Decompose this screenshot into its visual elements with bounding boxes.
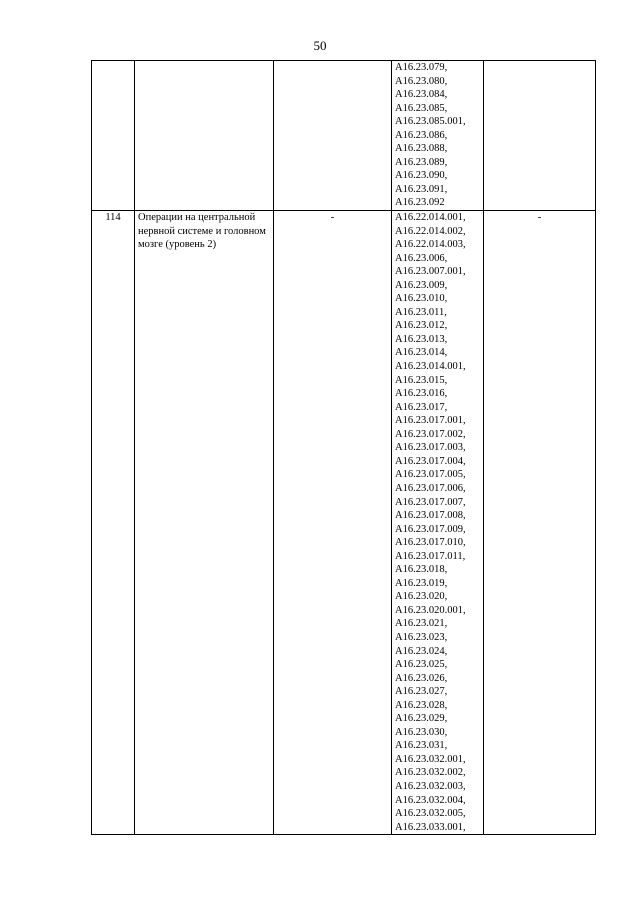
service-code: A16.23.019, <box>395 577 448 589</box>
service-code: A16.23.033.001, <box>395 821 466 833</box>
service-code: A16.23.016, <box>395 388 448 400</box>
column-3-cell <box>274 61 392 211</box>
service-code: A16.23.020.001, <box>395 604 466 616</box>
service-code: A16.23.086, <box>395 129 448 141</box>
service-code: A16.23.017.009, <box>395 523 466 535</box>
service-code: A16.23.092 <box>395 197 445 209</box>
service-code: A16.23.021, <box>395 618 448 630</box>
service-code: A16.23.084, <box>395 89 448 101</box>
service-code: A16.23.006, <box>395 252 448 264</box>
service-code: A16.23.017.005, <box>395 469 466 481</box>
service-code: A16.23.032.003, <box>395 780 466 792</box>
service-code: A16.23.088, <box>395 143 448 155</box>
service-codes-cell <box>392 211 484 835</box>
service-code: A16.23.017.004, <box>395 455 466 467</box>
service-code: A16.23.017.001, <box>395 415 466 427</box>
service-code: A16.23.032.002, <box>395 767 466 779</box>
service-code: A16.23.013, <box>395 333 448 345</box>
service-code: A16.23.015, <box>395 374 448 386</box>
service-code: A16.23.020, <box>395 591 448 603</box>
service-code: A16.23.089, <box>395 156 448 168</box>
column-5-cell <box>484 61 596 211</box>
table-row <box>92 211 596 835</box>
service-code: A16.23.028, <box>395 699 448 711</box>
service-code: A16.23.017.010, <box>395 537 466 549</box>
service-code: A16.23.018, <box>395 564 448 576</box>
service-code: A16.23.025, <box>395 659 448 671</box>
column-3-cell: - <box>274 211 392 835</box>
service-code: A16.23.017.011, <box>395 550 466 562</box>
service-code: A16.23.017.006, <box>395 482 466 494</box>
service-code: A16.23.011, <box>395 306 447 318</box>
service-code: A16.23.031, <box>395 740 448 752</box>
service-code: A16.23.027, <box>395 686 448 698</box>
row-number-cell: 114 <box>92 211 135 835</box>
service-code: A16.23.026, <box>395 672 448 684</box>
service-code: A16.23.032.005, <box>395 808 466 820</box>
service-code: A16.23.091, <box>395 183 448 195</box>
service-code: A16.23.024, <box>395 645 448 657</box>
service-code: A16.22.014.003, <box>395 239 466 251</box>
page-number: 50 <box>313 38 327 53</box>
row-number-cell <box>92 61 135 211</box>
service-code: A16.23.085.001, <box>395 116 466 128</box>
service-code: A16.23.012, <box>395 320 448 332</box>
service-code: A16.23.023, <box>395 631 448 643</box>
service-code: A16.23.017.003, <box>395 442 466 454</box>
group-name-cell: Операции на центральной нервной системе и головном мозге (уровень 2) <box>135 211 274 835</box>
service-code: A16.23.032.004, <box>395 794 466 806</box>
service-code: A16.23.017.002, <box>395 428 466 440</box>
document-table <box>91 60 596 835</box>
service-code: A16.23.014.001, <box>395 361 466 373</box>
service-code: A16.23.080, <box>395 75 448 87</box>
table-row <box>92 61 596 211</box>
service-code: A16.23.017, <box>395 401 448 413</box>
service-code: A16.23.017.007, <box>395 496 466 508</box>
service-code: A16.23.009, <box>395 279 448 291</box>
service-code: A16.23.017.008, <box>395 510 466 522</box>
service-code: A16.23.014, <box>395 347 448 359</box>
service-codes-cell <box>392 61 484 211</box>
service-code: A16.23.010, <box>395 293 448 305</box>
service-code: A16.23.090, <box>395 170 448 182</box>
service-code: A16.23.029, <box>395 713 448 725</box>
group-name-cell <box>135 61 274 211</box>
service-code: A16.23.032.001, <box>395 753 466 765</box>
service-code: A16.22.014.001, <box>395 212 466 224</box>
service-code: A16.23.007.001, <box>395 266 466 278</box>
service-code: A16.22.014.002, <box>395 225 466 237</box>
service-code: A16.23.085, <box>395 102 448 114</box>
service-code: A16.23.030, <box>395 726 448 738</box>
column-5-cell: - <box>484 211 596 835</box>
service-code: A16.23.079, <box>395 62 448 73</box>
